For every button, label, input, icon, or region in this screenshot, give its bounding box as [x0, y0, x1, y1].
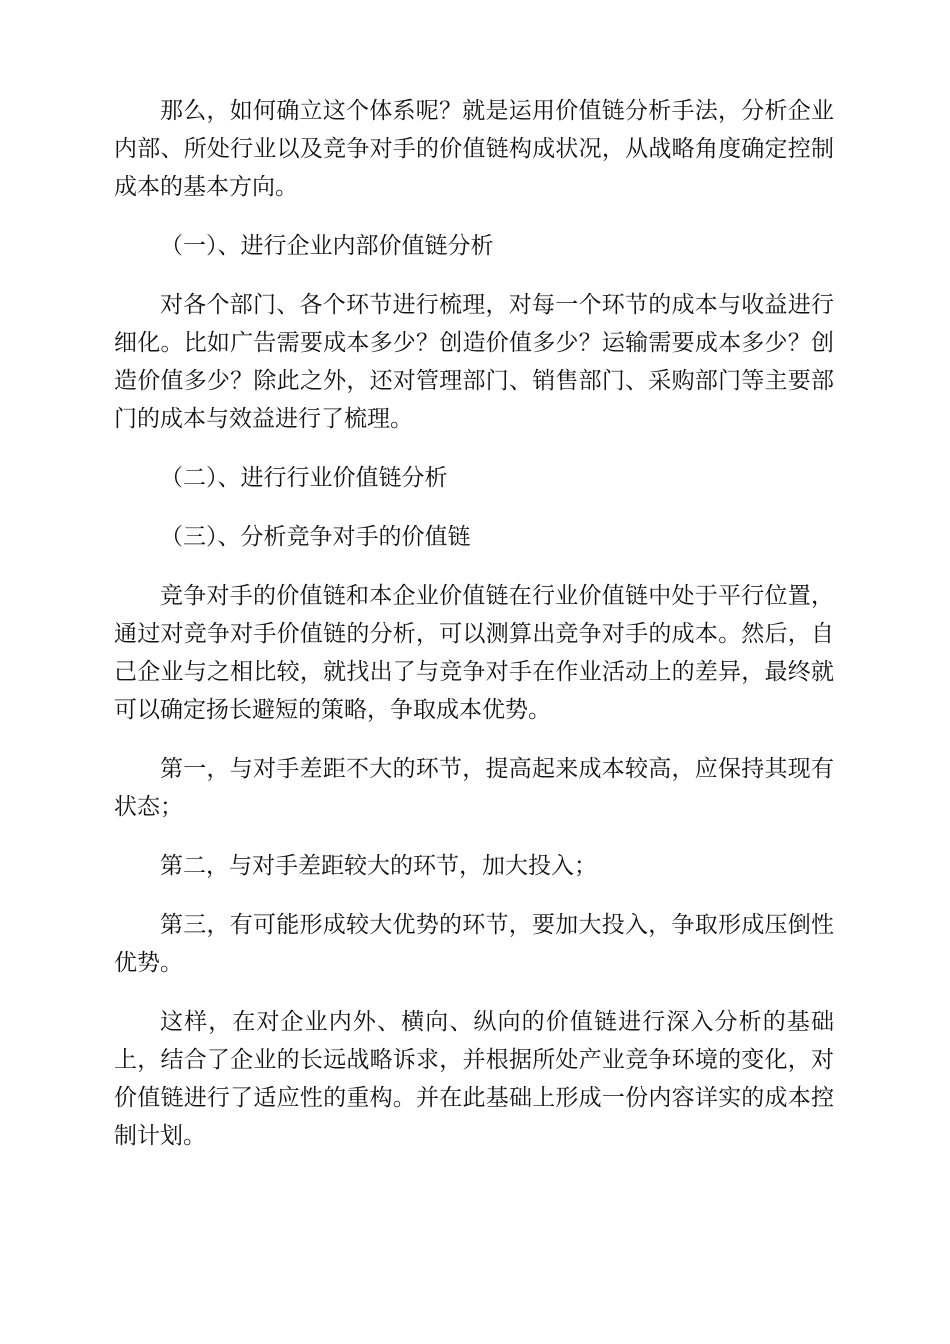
paragraph-point-two: 第二，与对手差距较大的环节，加大投入；: [160, 853, 597, 879]
document-page: [114, 92, 834, 1176]
paragraph-internal-analysis: 对各个部门、各个环节进行梳理，对每一个环节的成本与收益进行细化。比如广告需要成本多少？创造价值多少？运输需要成本多少？创造价值多少？除此之外，还对管理部门、销售部门、采购部门等主要部门的成本与效益进行了梳理。: [114, 292, 834, 432]
paragraph-point-one: 第一，与对手差距不大的环节，提高起来成本较高，应保持其现有状态；: [114, 756, 834, 820]
paragraph-point-three: 第三，有可能形成较大优势的环节，要加大投入，争取形成压倒性优势。: [114, 912, 834, 976]
section-heading-competitor-value-chain: （三）、分析竞争对手的价值链: [160, 524, 471, 550]
paragraph-conclusion: 这样，在对企业内外、横向、纵向的价值链进行深入分析的基础上，结合了企业的长远战略诉求，并根据所处产业竞争环境的变化，对价值链进行了适应性的重构。并在此基础上形成一份内容详实的成本控制计划。: [114, 1009, 834, 1149]
section-heading-internal-value-chain: （一）、进行企业内部价值链分析: [160, 233, 494, 259]
paragraph-intro: 那么，如何确立这个体系呢？就是运用价值链分析手法，分析企业内部、所处行业以及竞争对手的价值链构成状况，从战略角度确定控制成本的基本方向。: [114, 98, 834, 200]
paragraph-competitor-analysis: 竞争对手的价值链和本企业价值链在行业价值链中处于平行位置，通过对竞争对手价值链的分析，可以测算出竞争对手的成本。然后，自己企业与之相比较，就找出了与竞争对手在作业活动上的差异，最终就可以确定扬长避短的策略，争取成本优势。: [114, 583, 834, 723]
section-heading-industry-value-chain: （二）、进行行业价值链分析: [160, 465, 448, 491]
